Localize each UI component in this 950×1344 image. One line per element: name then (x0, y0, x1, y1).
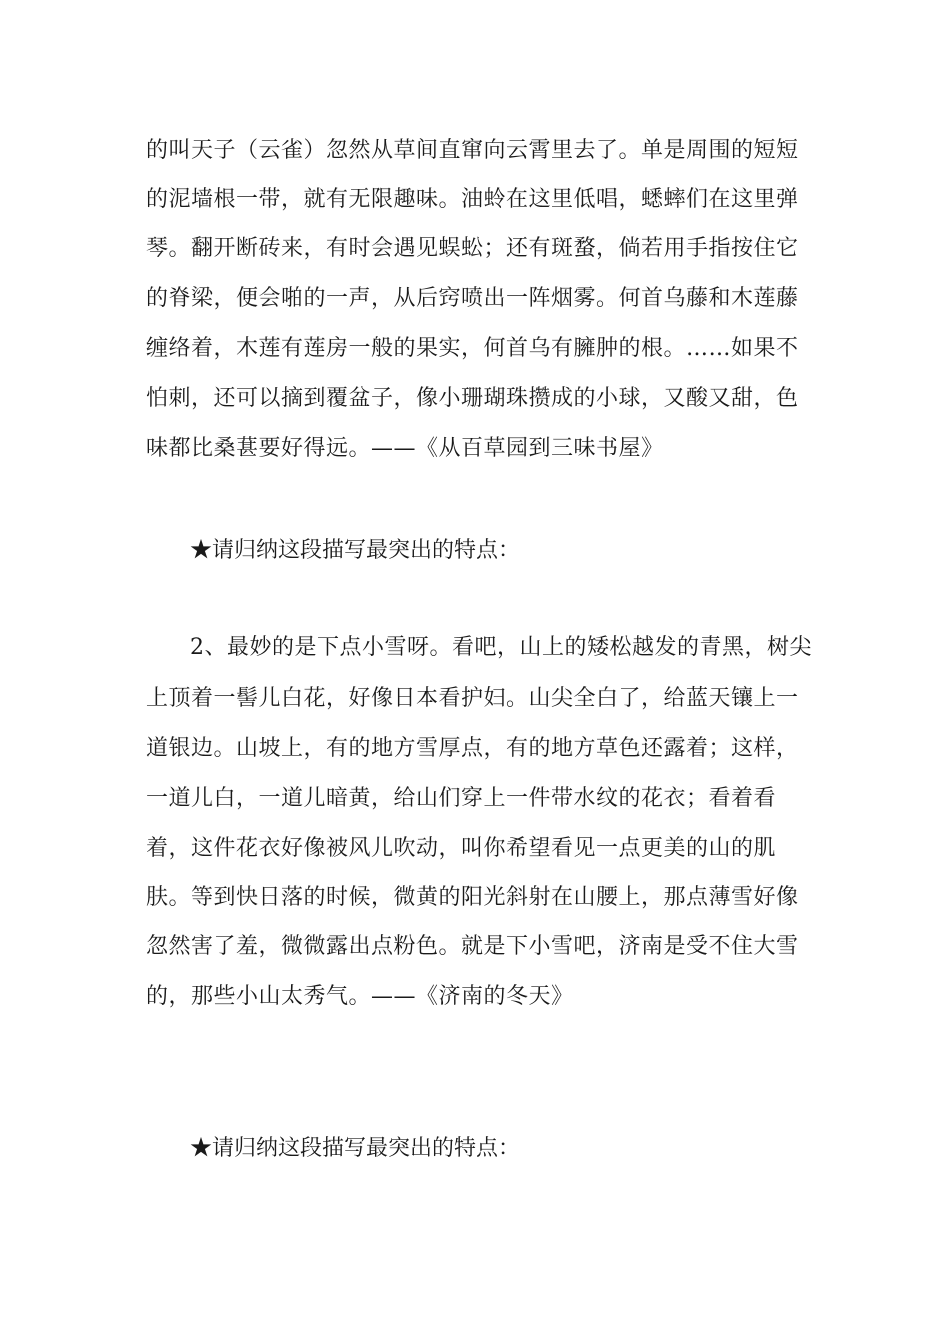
passage2-line-5: 着，这件花衣好像被风儿吹动，叫你希望看见一点更美的山的肌 (146, 836, 777, 861)
passage1-line-2: 的泥墙根一带，就有无限趣味。油蛉在这里低唱，蟋蟀们在这里弹 (146, 187, 799, 212)
question-prompt-1: ★请归纳这段描写最突出的特点： (190, 538, 521, 563)
passage1-line-6: 怕刺，还可以摘到覆盆子，像小珊瑚珠攒成的小球，又酸又甜，色 (146, 386, 799, 411)
passage2-line-1: 2、最妙的是下点小雪呀。看吧，山上的矮松越发的青黑，树尖 (190, 635, 812, 660)
passage1-line-3: 琴。翻开断砖来，有时会遇见蜈蚣；还有斑蝥，倘若用手指按住它 (146, 236, 799, 261)
passage1-line-7: 味都比桑葚要好得远。——《从百草园到三味书屋》 (146, 436, 664, 461)
passage1-line-4: 的脊梁，便会啪的一声，从后窍喷出一阵烟雾。何首乌藤和木莲藤 (146, 286, 799, 311)
passage1-line-5: 缠络着，木莲有莲房一般的果实，何首乌有臃肿的根。……如果不 (146, 336, 799, 361)
passage2-line-7: 忽然害了羞，微微露出点粉色。就是下小雪吧，济南是受不住大雪 (146, 934, 799, 959)
question-prompt-2: ★请归纳这段描写最突出的特点： (190, 1136, 521, 1161)
passage2-line-6: 肤。等到快日落的时候，微黄的阳光斜射在山腰上，那点薄雪好像 (146, 885, 799, 910)
passage2-line-8: 的，那些小山太秀气。——《济南的冬天》 (146, 984, 574, 1009)
passage2-line-2: 上顶着一髻儿白花，好像日本看护妇。山尖全白了，给蓝天镶上一 (146, 686, 799, 711)
passage1-line-1: 的叫天子（云雀）忽然从草间直窜向云霄里去了。单是周围的短短 (146, 138, 799, 163)
passage2-line-3: 道银边。山坡上，有的地方雪厚点，有的地方草色还露着；这样， (146, 736, 799, 761)
passage2-line-4: 一道儿白，一道儿暗黄，给山们穿上一件带水纹的花衣；看着看 (146, 786, 777, 811)
